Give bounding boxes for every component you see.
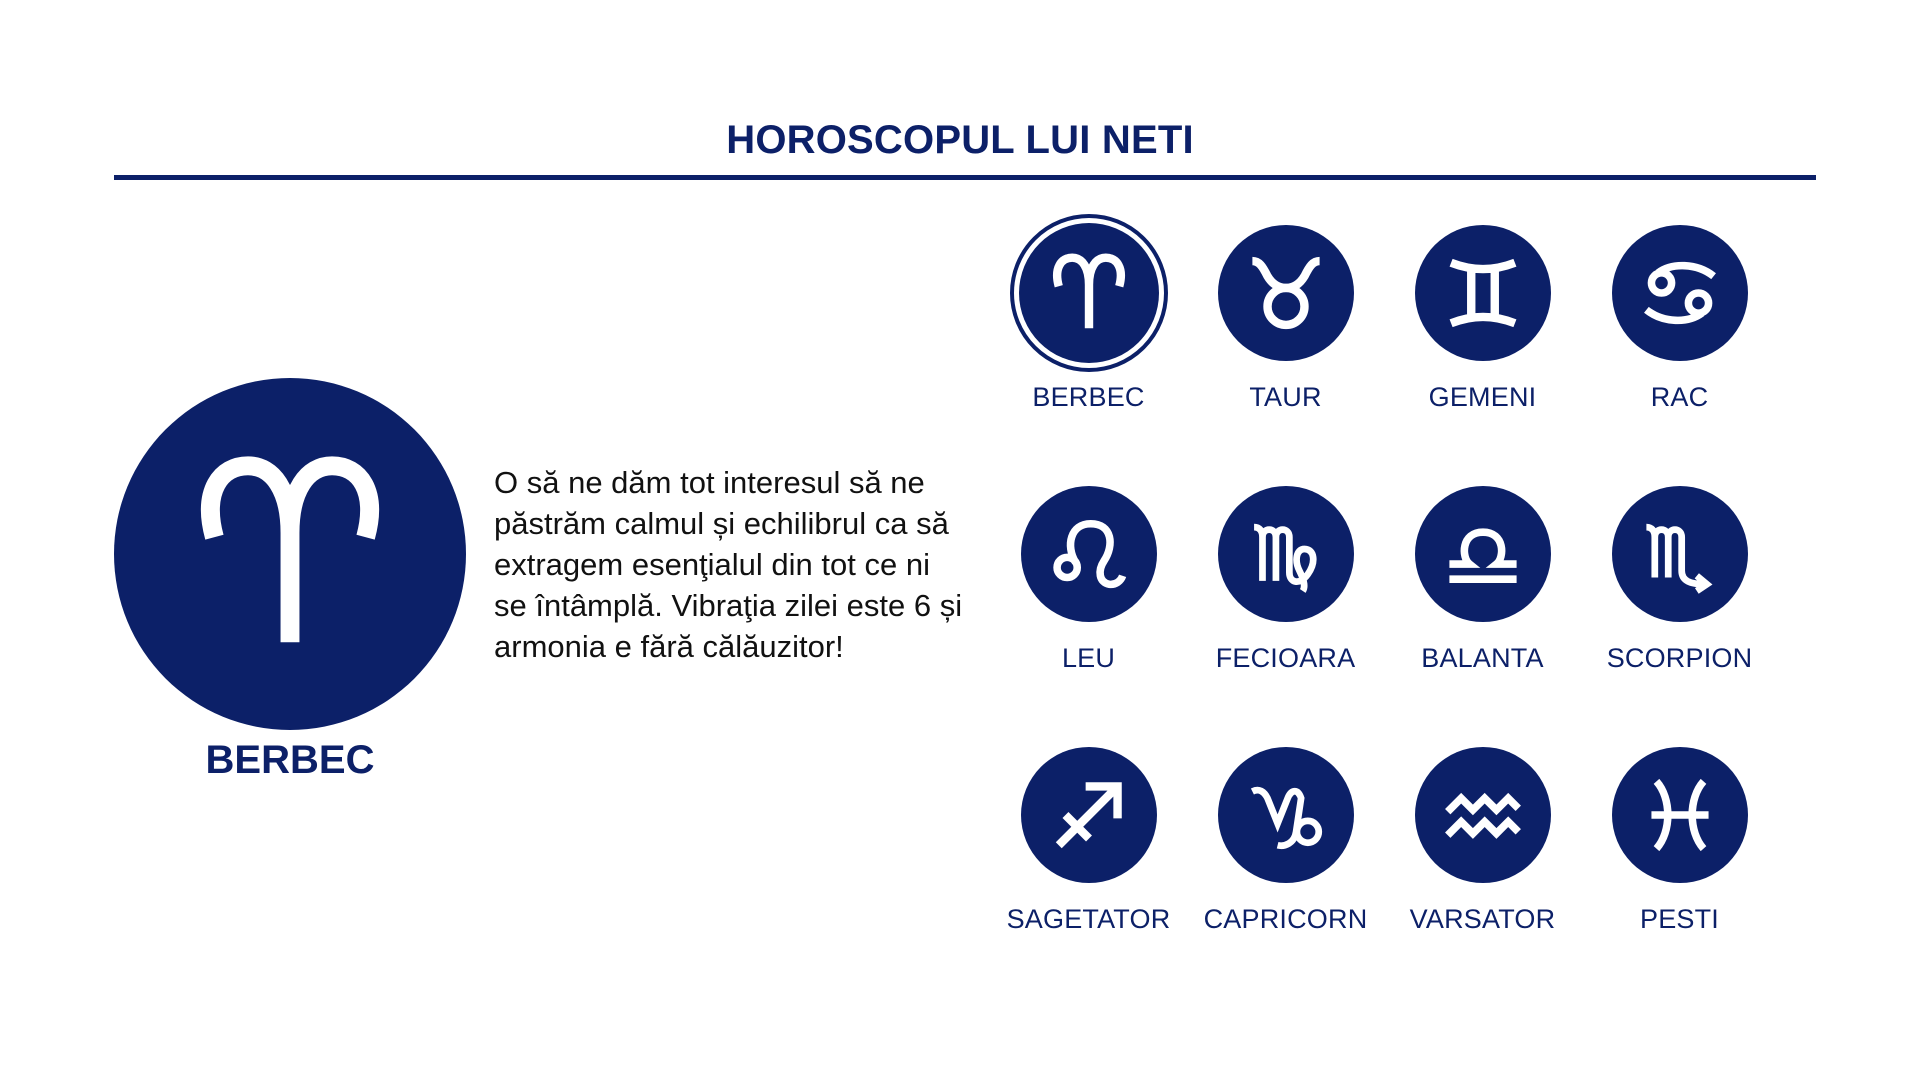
sign-label: CAPRICORN: [1203, 904, 1368, 934]
sign-scorpion[interactable]: [1581, 475, 1778, 736]
sign-pesti[interactable]: [1581, 736, 1778, 997]
sign-circle: [1601, 214, 1759, 372]
gemini-icon: [1441, 251, 1525, 335]
aries-icon: [1047, 251, 1131, 335]
sign-gemeni[interactable]: [1384, 214, 1581, 475]
sign-circle: [1404, 214, 1562, 372]
sagittarius-icon: [1047, 773, 1131, 857]
sign-label: RAC: [1650, 382, 1709, 412]
sign-label: SAGETATOR: [1006, 904, 1171, 934]
sign-label: SCORPION: [1606, 643, 1753, 673]
sign-taur[interactable]: [1187, 214, 1384, 475]
sign-capricorn[interactable]: [1187, 736, 1384, 997]
sign-sagetator[interactable]: [990, 736, 1187, 997]
sign-fecioara[interactable]: [1187, 475, 1384, 736]
featured-sign-name: BERBEC: [205, 738, 375, 782]
cancer-icon: [1638, 251, 1722, 335]
leo-icon: [1047, 512, 1131, 596]
sign-label: TAUR: [1249, 382, 1322, 412]
sign-label: GEMENI: [1428, 382, 1537, 412]
page-title: HOROSCOPUL LUI NETI: [726, 118, 1194, 162]
sign-varsator[interactable]: [1384, 736, 1581, 997]
sign-label: BERBEC: [1032, 382, 1145, 412]
taurus-icon: [1244, 251, 1328, 335]
sign-circle: [1010, 214, 1168, 372]
sign-balanta[interactable]: [1384, 475, 1581, 736]
virgo-icon: [1244, 512, 1328, 596]
pisces-icon: [1638, 773, 1722, 857]
sign-circle: [1404, 736, 1562, 894]
sign-label: LEU: [1061, 643, 1116, 673]
libra-icon: [1441, 512, 1525, 596]
featured-sign-circle: [114, 378, 466, 730]
horoscope-description: O să ne dăm tot interesul să ne păstrăm calmul și echilibrul ca să extragem esenţialul din tot ce ni se întâmplă. Vibraţia zilei este 6 și armonia e fără călăuzitor!: [494, 465, 963, 664]
sign-label: BALANTA: [1421, 643, 1544, 673]
sign-circle: [1207, 214, 1365, 372]
sign-label: FECIOARA: [1215, 643, 1356, 673]
sign-circle: [1010, 736, 1168, 894]
featured-sign: [114, 378, 466, 783]
scorpio-icon: [1638, 512, 1722, 596]
aries-icon: [185, 444, 395, 664]
sign-berbec[interactable]: [990, 214, 1187, 475]
sign-circle: [1601, 736, 1759, 894]
sign-circle: [1601, 475, 1759, 633]
zodiac-sign-grid: [990, 214, 1778, 997]
sign-circle: [1404, 475, 1562, 633]
sign-rac[interactable]: [1581, 214, 1778, 475]
capricorn-icon: [1244, 773, 1328, 857]
sign-circle: [1207, 736, 1365, 894]
sign-leu[interactable]: [990, 475, 1187, 736]
title-divider: [114, 175, 1816, 180]
sign-circle: [1207, 475, 1365, 633]
sign-label: VARSATOR: [1409, 904, 1556, 934]
aquarius-icon: [1441, 773, 1525, 857]
sign-label: PESTI: [1639, 904, 1720, 934]
sign-circle: [1010, 475, 1168, 633]
